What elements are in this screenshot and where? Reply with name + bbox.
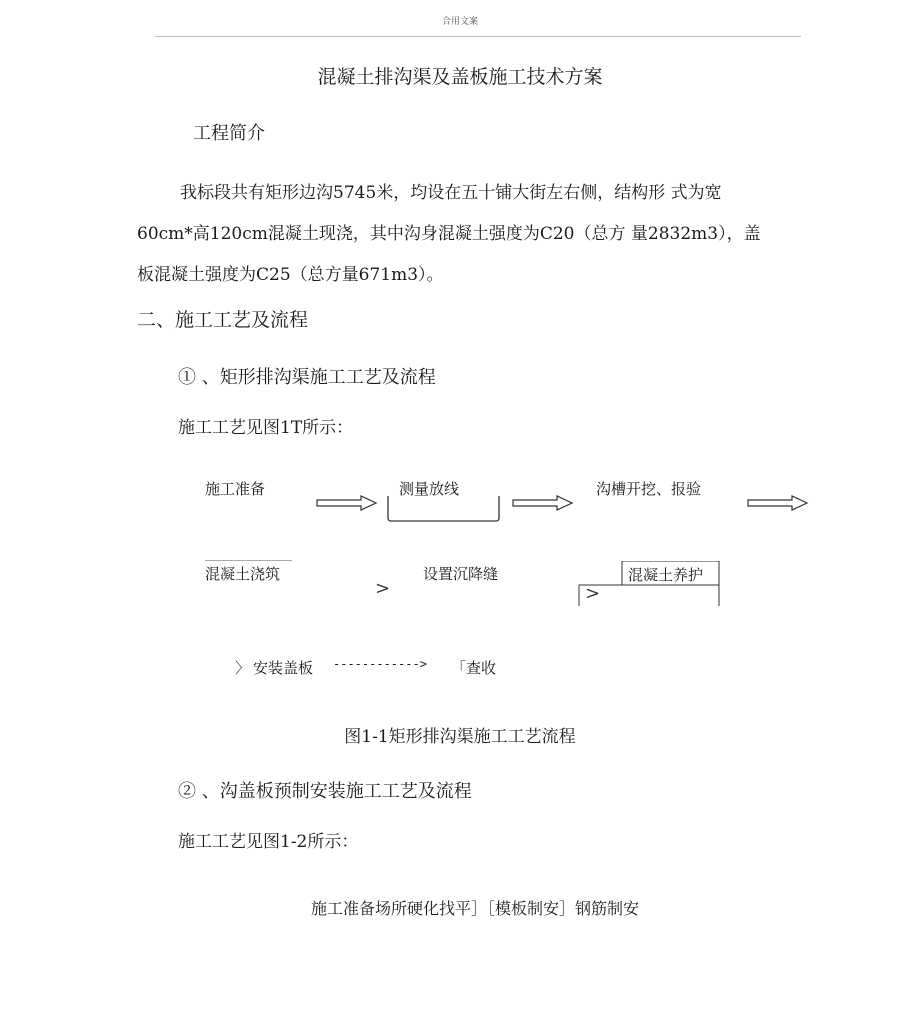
paragraph-line-1: 我标段共有矩形边沟5745米，均设在五十铺大街左右侧，结构形 式为宽 bbox=[180, 183, 722, 203]
flow-step-cover: 安装盖板 bbox=[253, 659, 314, 677]
page-header: 合用文案 bbox=[441, 17, 478, 27]
pour-top-line bbox=[205, 560, 292, 561]
paragraph-line-3: 板混凝土强度为C25（总方量671m3）。 bbox=[137, 265, 444, 285]
overview-paragraph bbox=[137, 173, 817, 296]
figure-intro-1: 施工工艺见图1T所示： bbox=[178, 418, 354, 438]
flow-step-accept: 「查收 bbox=[451, 659, 497, 677]
document-title: 混凝土排沟渠及盖板施工技术方案 bbox=[317, 66, 603, 88]
figure-caption-1: 图1-1矩形排沟渠施工工艺流程 bbox=[344, 727, 576, 747]
flow-line-cover-plate: 施工准备场所硬化找平］［模板制安］钢筋制安 bbox=[310, 899, 639, 918]
flow-dash-arrow: ------------> bbox=[333, 657, 427, 671]
header-rule bbox=[155, 36, 801, 37]
flow-gt-2: > bbox=[585, 583, 601, 604]
subheading-rect-channel: ① 、矩形排沟渠施工工艺及流程 bbox=[178, 367, 436, 388]
section-heading-overview: 工程简介 bbox=[193, 123, 265, 144]
figure-intro-2: 施工工艺见图1-2所示： bbox=[178, 832, 359, 852]
subheading-cover-plate: ② 、沟盖板预制安装施工工艺及流程 bbox=[178, 781, 472, 802]
flow-step-trench: 沟槽开挖、报验 bbox=[596, 480, 702, 498]
flow-step-pour: 混凝土浇筑 bbox=[205, 565, 281, 583]
flow-step-survey: 测量放线 bbox=[399, 480, 460, 498]
flow-gt-1: > bbox=[375, 578, 391, 599]
survey-bracket bbox=[386, 496, 502, 523]
flow-gt-small: 〉 bbox=[235, 659, 251, 677]
flow-arrow-3 bbox=[747, 495, 809, 511]
flow-step-prepare: 施工准备 bbox=[205, 480, 266, 498]
flow-step-joint: 设置沉降缝 bbox=[423, 565, 499, 583]
section-heading-process: 二、施工工艺及流程 bbox=[137, 309, 309, 331]
flow-arrow-2 bbox=[512, 495, 574, 511]
paragraph-line-2: 60cm*高120cm混凝土现浇，其中沟身混凝土强度为C20（总方 量2832m3），盖 bbox=[137, 224, 761, 244]
flow-step-curing: 混凝土养护 bbox=[628, 566, 704, 584]
flow-arrow-1 bbox=[316, 495, 378, 511]
